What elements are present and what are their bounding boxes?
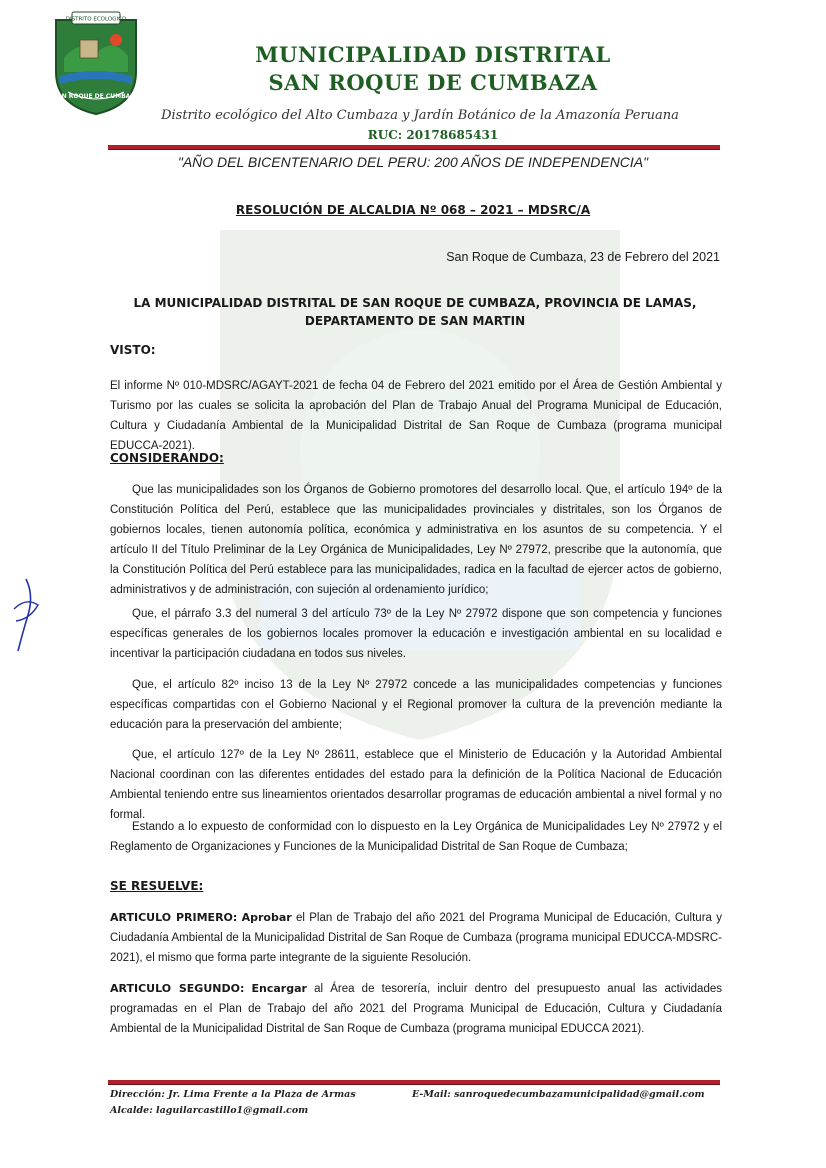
considerando-paragraph-2: Que, el párrafo 3.3 del numeral 3 del artículo 73º de la Ley Nº 27972 dispone que son competencia y funciones específicas generales de los gobiernos locales promover la educación e investigación ambiental en su localidad e incentivar la participación ciudadana en todos sus niveles.: [110, 608, 722, 660]
svg-text:SAN ROQUE DE CUMBAZA: SAN ROQUE DE CUMBAZA: [52, 93, 140, 100]
footer-mayor-email: Alcalde: laguilarcastillo1@gmail.com: [110, 1105, 309, 1116]
considerando-paragraph-4: Que, el artículo 127º de la Ley Nº 28611, establece que el Ministerio de Educación y la Autoridad Ambiental Nacional coordinan con las diferentes entidades del estado para la definición de la Política Nacional de Educación Ambiental teniendo entre sus lineamientos orientados desarrollar programas de educación ambiental a nivel formal y no formal.: [110, 749, 722, 821]
header-divider: [108, 145, 720, 150]
issuing-authority-heading: LA MUNICIPALIDAD DISTRITAL DE SAN ROQUE DE CUMBAZA, PROVINCIA DE LAMAS, DEPARTAMENTO DE SAN MARTIN: [133, 296, 697, 328]
visto-heading: VISTO:: [110, 343, 156, 357]
article-second-label: ARTICULO SEGUNDO:: [110, 982, 245, 995]
handwritten-signature-icon: [8, 575, 44, 655]
year-slogan: "AÑO DEL BICENTENARIO DEL PERU: 200 AÑOS DE INDEPENDENCIA": [177, 154, 649, 170]
article-second: [110, 979, 722, 1039]
considerando-paragraph-1: Que las municipalidades son los Órganos de Gobierno promotores del desarrollo local. Que, el artículo 194º de la Constitución Política del Perú, establece que las municipalidades provinciales y distritales, son los Órganos de gobiernos locales, tienen autonomía política, económica y administrativa en los asuntos de su competencia. Y el artículo II del Título Preliminar de la Ley Orgánica de Municipalidades, Ley Nº 27972, prescribe que la autonomía, que la Constitución Política del Perú establece para las municipalidades, radica en la facultad de ejercer actos de gobierno, administrativos y de administración, con sujeción al ordenamiento jurídico;: [110, 484, 722, 596]
considerando-paragraph-5: Estando a lo expuesto de conformidad con lo dispuesto en la Ley Orgánica de Municipalidades Ley Nº 27972 y el Reglamento de Organizaciones y Funciones de la Municipalidad Distrital de San Roque de Cumbaza;: [110, 821, 722, 853]
svg-text:DISTRITO ECOLOGICO: DISTRITO ECOLOGICO: [65, 16, 127, 23]
article-first-verb: Aprobar: [241, 911, 292, 924]
se-resuelve-heading: SE RESUELVE:: [110, 879, 204, 893]
considerando-heading: CONSIDERANDO:: [110, 451, 224, 465]
considerando-paragraph-3: Que, el artículo 82º inciso 13 de la Ley Nº 27972 concede a las municipalidades competencias y funciones específicas compartidas con el Gobierno Nacional y el Regional promover la cultura de la prevención mediante la educación para la preservación del ambiente;: [110, 679, 722, 731]
ruc-number: RUC: 20178685431: [367, 128, 499, 142]
watermark-emblem-icon: [200, 190, 640, 750]
footer-address: Dirección: Jr. Lima Frente a la Plaza de Armas: [110, 1089, 356, 1100]
place-and-date: San Roque de Cumbaza, 23 de Febrero del 2021: [446, 250, 720, 264]
article-first-text: el Plan de Trabajo del año 2021 del Programa Municipal de Educación, Cultura y Ciudadanía Ambiental de la Municipalidad Distrital de San Roque de Cumbaza (programa municipal EDUCCA-MDSRC-2021), el mismo que forma parte integrante de la siguiente Resolución.: [110, 912, 722, 964]
footer-divider: [108, 1080, 720, 1085]
organization-name-line2: SAN ROQUE DE CUMBAZA: [268, 70, 598, 95]
organization-name-line1: MUNICIPALIDAD DISTRITAL: [255, 42, 611, 67]
footer-email: E-Mail: sanroquedecumbazamunicipalidad@gmail.com: [412, 1089, 705, 1100]
resolution-title: RESOLUCIÓN DE ALCALDIA Nº 068 – 2021 – MDSRC/A: [235, 203, 591, 217]
article-first: [110, 908, 722, 968]
article-second-text: al Área de tesorería, incluir dentro del presupuesto anual las actividades programadas en el Plan de Trabajo del año 2021 del Programa Municipal de Educación, Cultura y Ciudadanía Ambiental de la Municipalidad Distrital de San Roque de Cumbaza (programa municipal EDUCCA 2021).: [110, 983, 722, 1035]
organization-motto: Distrito ecológico del Alto Cumbaza y Jardín Botánico de la Amazonía Peruana: [161, 108, 679, 123]
article-first-label: ARTICULO PRIMERO:: [110, 911, 238, 924]
visto-paragraph: El informe Nº 010-MDSRC/AGAYT-2021 de fecha 04 de Febrero del 2021 emitido por el Área de Gestión Ambiental y Turismo por las cuales se solicita la aprobación del Plan de Trabajo Anual del Programa Municipal de Educación, Cultura y Ciudadanía Ambiental de la Municipalidad Distrital de San Roque de Cumbaza (programa municipal EDUCCA-2021).: [110, 380, 722, 452]
article-second-verb: Encargar: [251, 982, 307, 995]
